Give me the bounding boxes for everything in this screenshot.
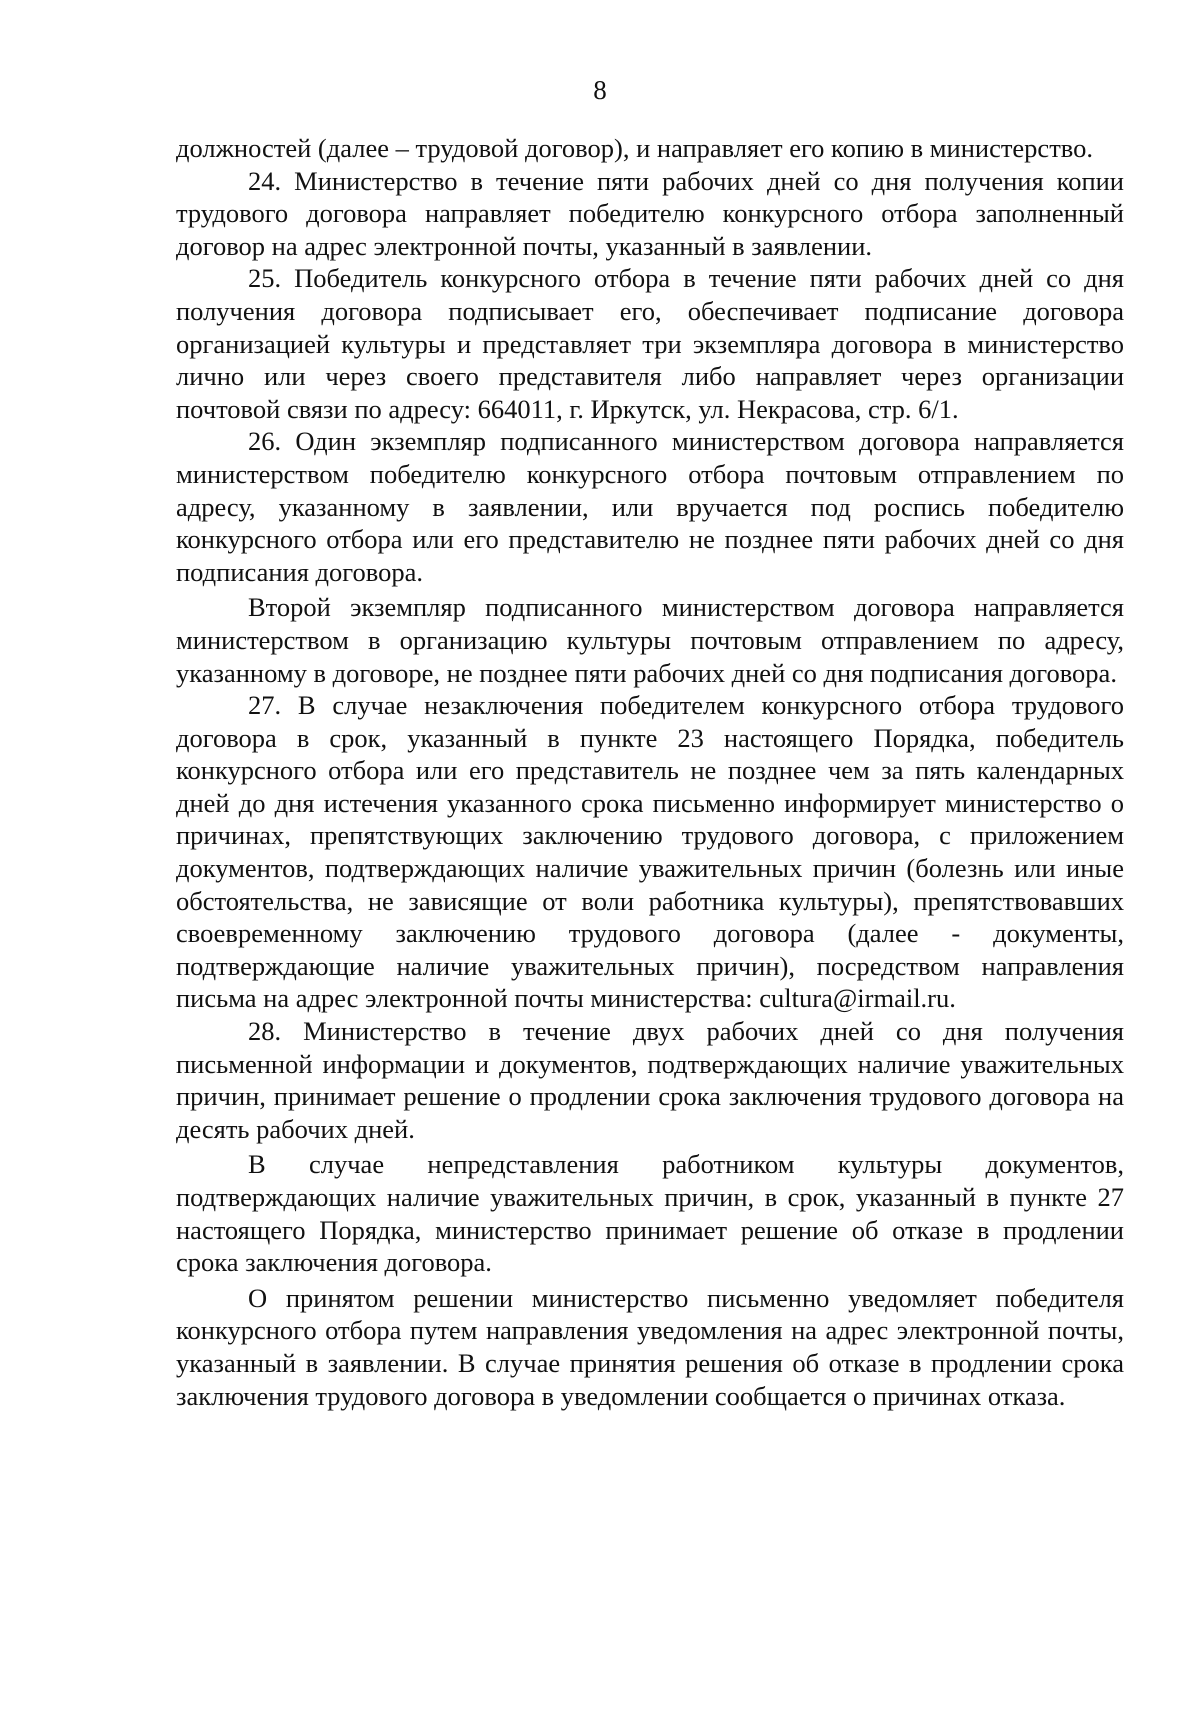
document-body xyxy=(176,132,1124,1412)
paragraph-item-28-refusal: В случае непредставления работником культуры документов, подтверждающих наличие уважительных причин, в срок, указанный в пункте 27 настоящего Порядка, министерство принимает решение об отказе в продлении срока заключения договора. xyxy=(176,1149,1124,1278)
paragraph-item-24: 24. Министерство в течение пяти рабочих дней со дня получения копии трудового договора направляет победителю конкурсного отбора заполненный договор на адрес электронной почты, указанный в заявлении. xyxy=(176,165,1124,261)
paragraph-item-28-notification: О принятом решении министерство письменно уведомляет победителя конкурсного отбора путем направления уведомления на адрес электронной почты, указанный в заявлении. В случае принятия решения об отказе в продлении срока заключения трудового договора в уведомлении сообщается о причинах отказа. xyxy=(176,1282,1124,1411)
paragraph-item-26-second-copy: Второй экземпляр подписанного министерством договора направляется министерством в организацию культуры почтовым отправлением по адресу, указанному в договоре, не позднее пяти рабочих дней со дня подписания договора. xyxy=(176,592,1124,688)
paragraph-item-26: 26. Один экземпляр подписанного министерством договора направляется министерством победителю конкурсного отбора почтовым отправлением по адресу, указанному в заявлении, или вручается под роспись победителю конкурсного отбора или его представителю не позднее пяти рабочих дней со дня подписания договора. xyxy=(176,426,1124,587)
paragraph-item-27: 27. В случае незаключения победителем конкурсного отбора трудового договора в срок, указанный в пункте 23 настоящего Порядка, победитель конкурсного отбора или его представитель не позднее чем за пять календарных дней до дня истечения указанного срока письменно информирует министерство о причинах, препятствующих заключению трудового договора, с приложением документов, подтверждающих наличие уважительных причин (болезнь или иные обстоятельства, не зависящие от воли работника культуры), препятствовавших своевременному заключению трудового договора (далее - документы, подтверждающие наличие уважительных причин), посредством направления письма на адрес электронной почты министерства: cultura@irmail.ru. xyxy=(176,690,1124,1014)
paragraph-item-28: 28. Министерство в течение двух рабочих дней со дня получения письменной информации и документов, подтверждающих наличие уважительных причин, принимает решение о продлении срока заключения трудового договора на десять рабочих дней. xyxy=(176,1016,1124,1144)
page-number: 8 xyxy=(593,75,607,105)
paragraph-continuation: должностей (далее – трудовой договор), и направляет его копию в министерство. xyxy=(176,133,1093,163)
paragraph-item-25: 25. Победитель конкурсного отбора в течение пяти рабочих дней со дня получения договора подписывает его, обеспечивает подписание договора организацией культуры и представляет три экземпляра договора в министерство лично или через своего представителя либо направляет через организации почтовой связи по адресу: 664011, г. Иркутск, ул. Некрасова, стр. 6/1. xyxy=(176,263,1124,424)
